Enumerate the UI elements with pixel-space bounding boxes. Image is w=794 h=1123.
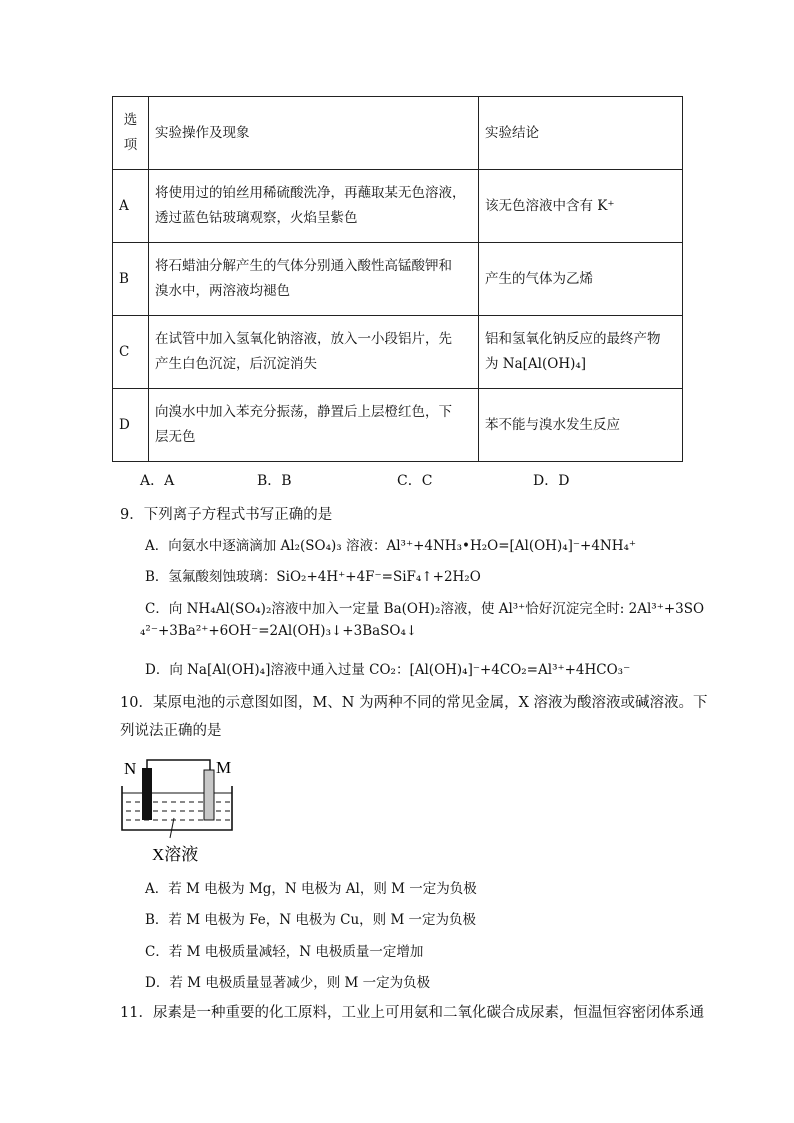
conclusion-line: 该无色溶液中含有 K⁺ (485, 197, 615, 214)
q9-option-a[interactable]: A．向氨水中逐滴滴加 Al₂(SO₄)₃ 溶液：Al³⁺+4NH₃•H₂O=[Al(OH)₄]⁻+4NH₄⁺ (145, 538, 637, 554)
table-row (113, 243, 683, 316)
operation-line: 溴水中，两溶液均褪色 (155, 283, 290, 299)
table-row (113, 170, 683, 243)
conclusion-line: 铝和氢氧化钠反应的最终产物 (485, 331, 661, 347)
q10-stem: 10．某原电池的示意图如图，M、N 为两种不同的常见金属，X 溶液为酸溶液或碱溶液。下 (120, 695, 708, 711)
row-conclusion (479, 389, 683, 462)
operation-line: 向溴水中加入苯充分振荡，静置后上层橙红色，下 (155, 404, 452, 420)
row-operation (149, 243, 479, 316)
row-operation (149, 170, 479, 243)
header-conclusion: 实验结论 (479, 97, 683, 170)
electrode-m (204, 770, 214, 820)
q8-option-b[interactable]: B．B (257, 473, 292, 489)
electrode-n (142, 768, 152, 820)
q8-options (140, 470, 700, 492)
q10-option-d[interactable]: D．若 M 电极质量显著减少，则 M 一定为负极 (145, 975, 431, 991)
operation-line: 将石蜡油分解产生的气体分别通入酸性高锰酸钾和 (155, 258, 452, 274)
label-n: N (124, 759, 137, 778)
operation-line: 透过蓝色钴玻璃观察，火焰呈紫色 (155, 210, 358, 226)
experiment-table (112, 96, 683, 462)
q8-option-a[interactable]: A．A (140, 473, 175, 489)
q9-option-b[interactable]: B．氢氟酸刻蚀玻璃：SiO₂+4H⁺+4F⁻=SiF₄↑+2H₂O (145, 569, 481, 585)
solution-leader (170, 818, 174, 838)
operation-line: 将使用过的铂丝用稀硫酸洗净，再蘸取某无色溶液， (155, 185, 466, 201)
table-row (113, 389, 683, 462)
row-operation (149, 316, 479, 389)
label-m: M (216, 758, 232, 777)
label-x-solution: X溶液 (152, 845, 199, 864)
conclusion-line: 产生的气体为乙烯 (485, 270, 593, 287)
q11-stem: 11．尿素是一种重要的化工原料，工业上可用氨和二氧化碳合成尿素，恒温恒容密闭体系通 (120, 1005, 704, 1021)
row-conclusion (479, 170, 683, 243)
row-option: B (113, 243, 149, 316)
table-row (113, 316, 683, 389)
row-option: A (113, 170, 149, 243)
q10-option-c[interactable]: C．若 M 电极质量减轻，N 电极质量一定增加 (145, 944, 424, 960)
q8-option-d[interactable]: D．D (533, 473, 570, 489)
q10-option-a[interactable]: A．若 M 电极为 Mg，N 电极为 Al，则 M 一定为负极 (145, 881, 477, 897)
row-option: D (113, 389, 149, 462)
q10-stem-cont: 列说法正确的是 (120, 723, 222, 739)
table-header-row (113, 97, 683, 170)
q8-option-c[interactable]: C．C (397, 473, 433, 489)
header-option-text: 选项 (123, 112, 138, 153)
header-operation: 实验操作及现象 (149, 97, 479, 170)
q9-option-d[interactable]: D．向 Na[Al(OH)₄]溶液中通入过量 CO₂：[Al(OH)₄]⁻+4CO₂=Al³⁺+4HCO₃⁻ (145, 662, 631, 678)
cell-svg (118, 756, 243, 866)
row-option: C (113, 316, 149, 389)
wire (147, 760, 210, 770)
galvanic-cell-diagram (118, 756, 243, 866)
conclusion-line: 苯不能与溴水发生反应 (485, 416, 620, 433)
row-conclusion (479, 316, 683, 389)
q9-stem: 9．下列离子方程式书写正确的是 (120, 507, 333, 523)
operation-line: 产生白色沉淀，后沉淀消失 (155, 356, 317, 372)
header-option (113, 97, 149, 170)
row-conclusion (479, 243, 683, 316)
q9-option-c[interactable]: C．向 NH₄Al(SO₄)₂溶液中加入一定量 Ba(OH)₂溶液，使 Al³⁺恰好沉淀完全时: 2Al³⁺+3SO (145, 601, 705, 617)
conclusion-line: 为 Na[Al(OH)₄] (485, 356, 587, 372)
q10-option-b[interactable]: B．若 M 电极为 Fe，N 电极为 Cu，则 M 一定为负极 (145, 912, 477, 928)
operation-line: 在试管中加入氢氧化钠溶液，放入一小段铝片，先 (155, 331, 452, 347)
operation-line: 层无色 (155, 429, 196, 445)
q9-option-c-cont: ₄²⁻+3Ba²⁺+6OH⁻=2Al(OH)₃↓+3BaSO₄↓ (140, 623, 418, 639)
row-operation (149, 389, 479, 462)
